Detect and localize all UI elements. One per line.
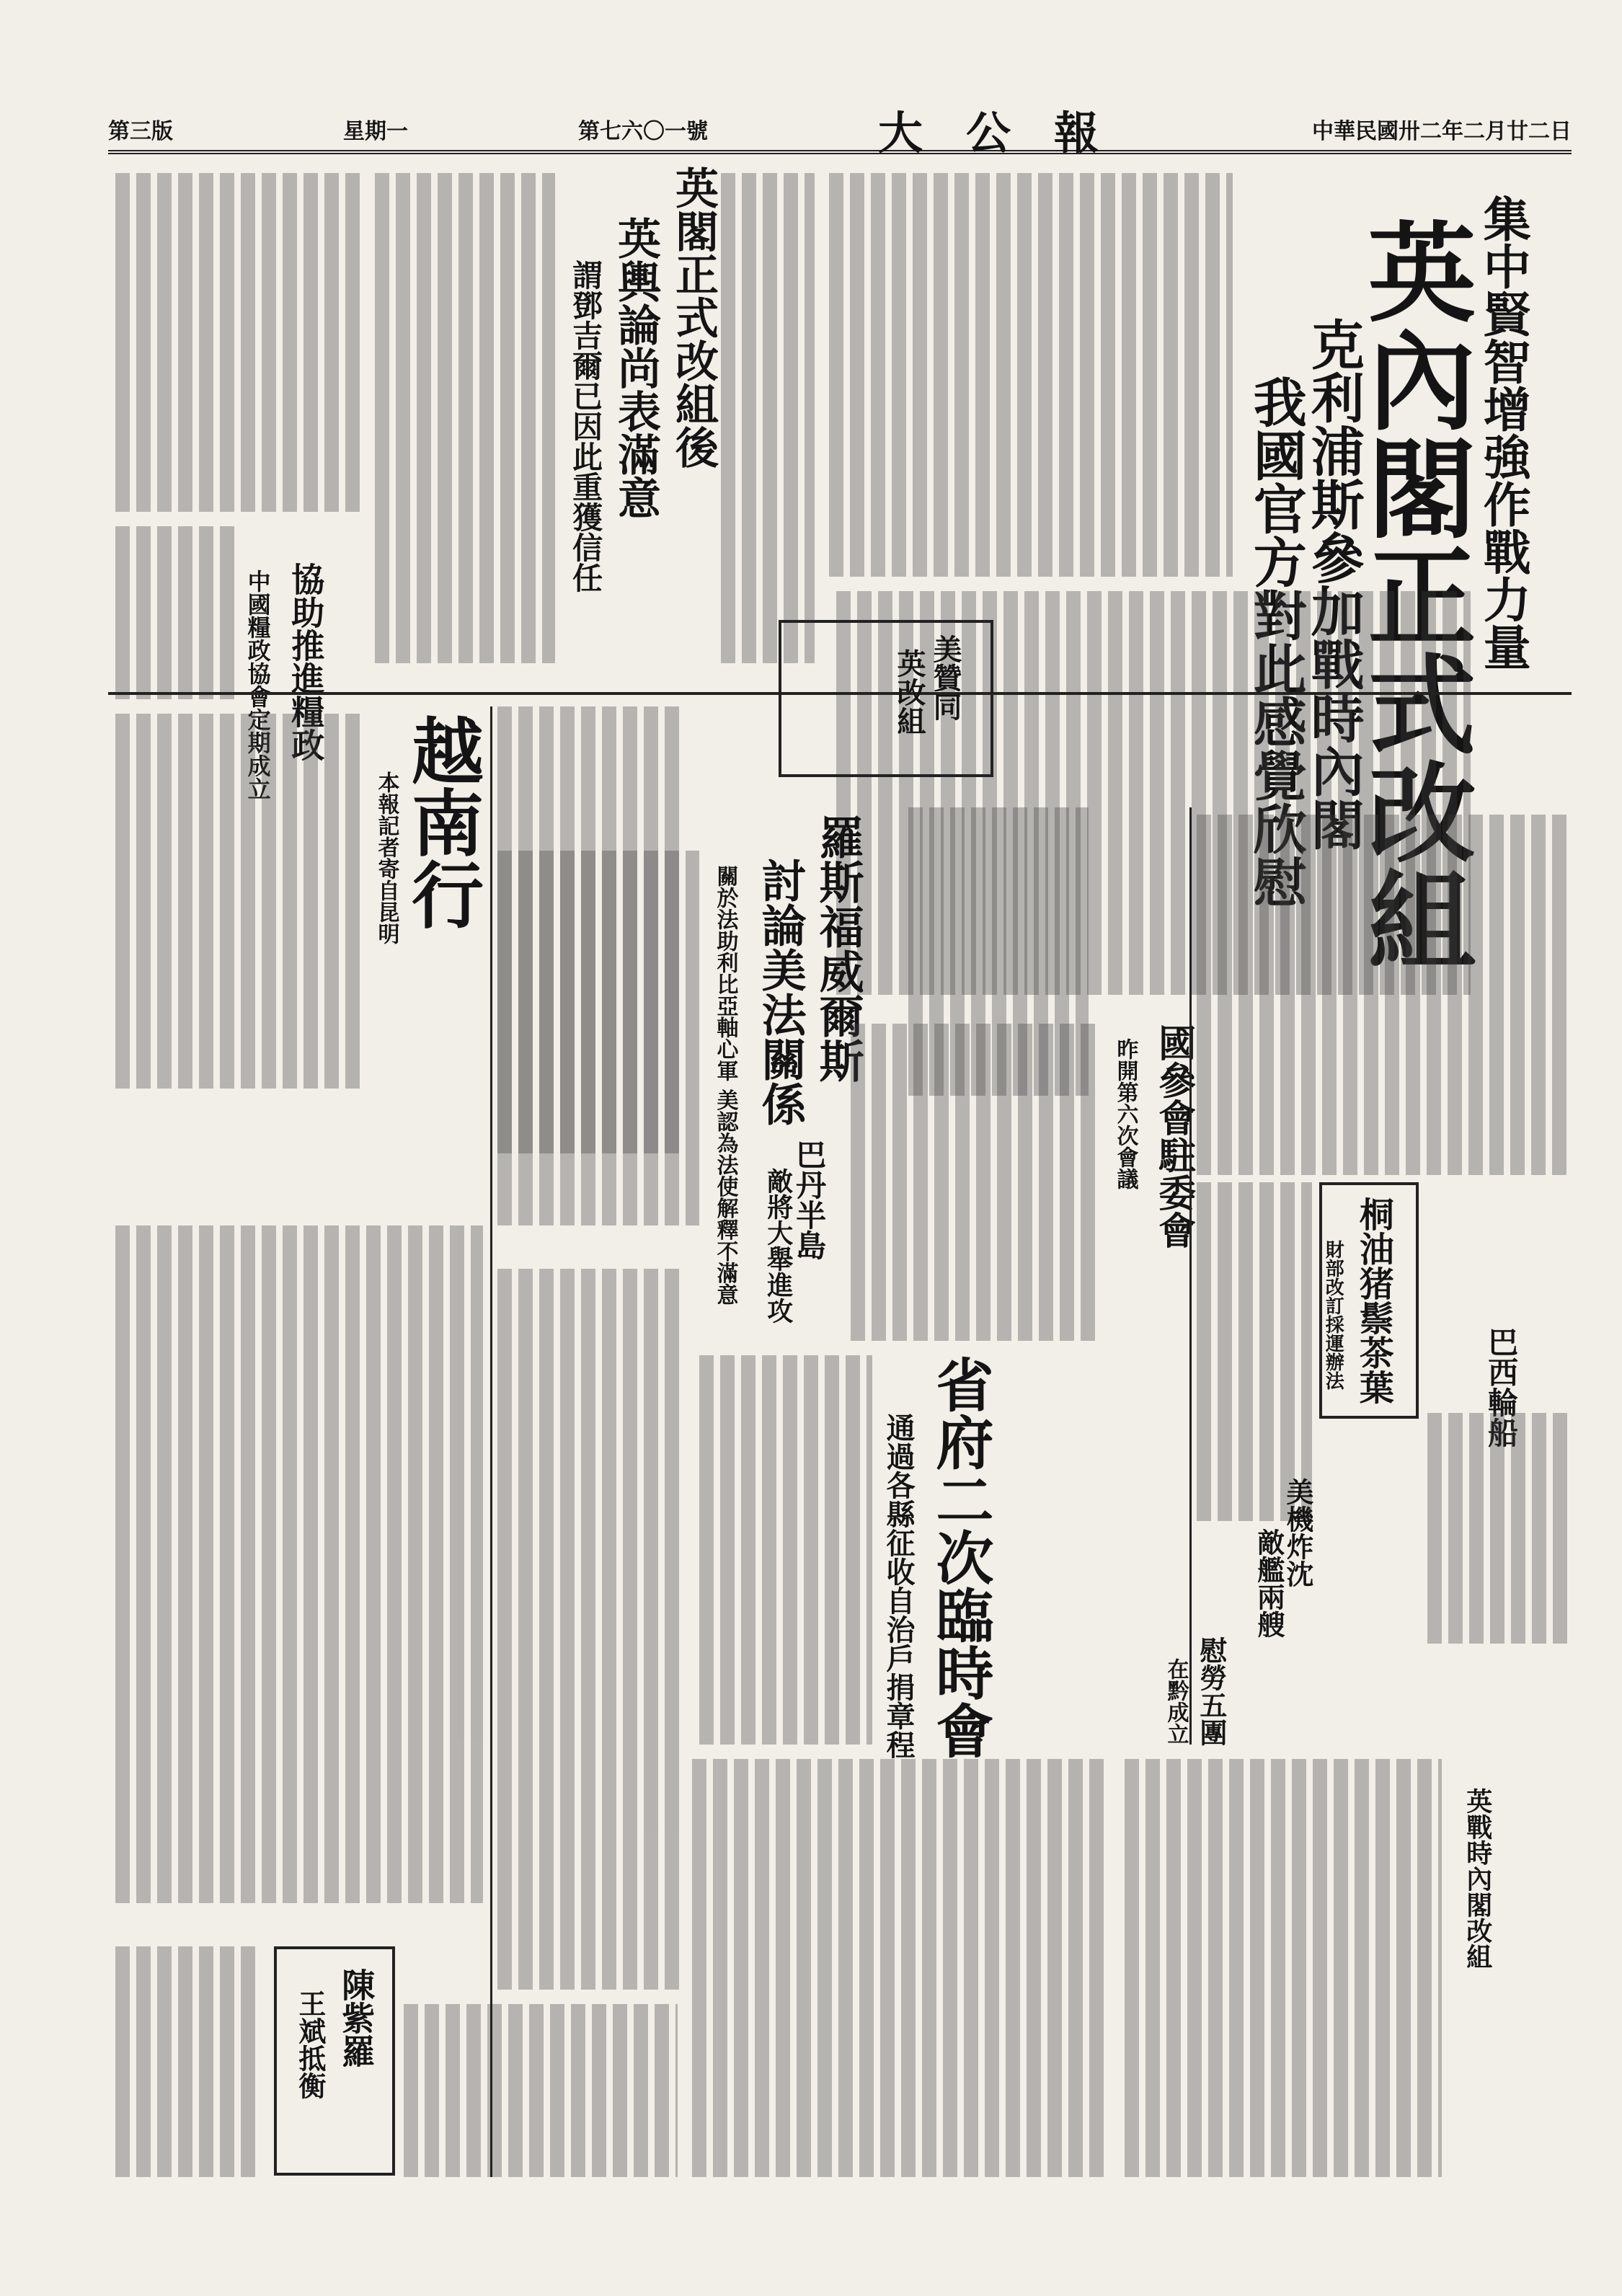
tung-oil-subhead: 財部改訂採運辦法 [1322,1240,1344,1390]
grain-article-body [115,526,238,699]
lower-left-body [115,1225,483,1903]
lead-kicker: 集中賢智增強作戰力量 [1475,195,1532,670]
weekday: 星期一 [342,119,408,144]
bottom-mid-body [404,2004,678,2177]
roosevelt-subhead: 討論美法關係 [754,858,807,1126]
chen-subhead: 王斌抵衡 [293,1990,327,2099]
us-approves-subhead: 英改組 [892,649,926,735]
provincial-headline: 省府二次臨時會 [926,1355,994,1759]
council-headline: 國參會駐委會 [1151,1024,1196,1249]
bataan-subhead: 巴丹半島 [792,1139,828,1260]
grain-deck: 中國糧政協會定期成立 [244,569,272,800]
vietnam-article-body [115,714,360,1089]
page-number: 第三版 [108,119,173,144]
bataan-headline: 敵將大舉進攻 [763,1168,794,1324]
second-subhead: 英輿論尚表滿意 [611,216,661,519]
lower-right-body [1125,1759,1442,2177]
consolation-headline: 慰勞五團 [1195,1636,1228,1746]
brazil-ship-body [1427,1413,1572,1644]
war-cabinet-headline: 英戰時內閣改組 [1462,1788,1493,1969]
lead-headline: 英內閣正式改組 [1349,216,1476,973]
column-rule [490,706,492,2177]
lower-middle-body [497,1269,685,1990]
us-planes-headline: 美機炸沈 [1281,1478,1314,1587]
publication-date: 中華民國卅二年二月廿二日 [1311,119,1572,144]
chen-box [274,1946,395,2176]
vietnam-headline: 越南行 [399,714,484,930]
tung-oil-article-body [1197,1182,1312,1521]
lower-center-body [692,1759,1110,2177]
lead-subhead-1: 克利浦斯參加戰時內閣 [1302,317,1365,851]
provincial-article-body [699,1355,872,1745]
lead-article-body [829,173,1233,577]
right-column-body [1197,815,1572,1175]
dateline [108,106,1572,159]
bottom-left-body [115,1946,260,2177]
vietnam-byline: 本報記者寄自昆明 [373,771,399,944]
second-article-body [375,173,555,663]
roosevelt-headline: 羅斯福威爾斯 [812,815,865,1083]
second-deck: 謂鄧吉爾已因此重獲信任 [568,260,604,593]
lead-subhead-2: 我國官方對此感覺欣慰 [1244,375,1307,908]
consolation-subhead: 在黔成立 [1163,1658,1189,1745]
brazil-ship-headline: 巴西輪船 [1484,1326,1520,1448]
second-article-body-cont [721,173,815,663]
provincial-subhead: 通過各縣征收自治戶捐章程 [882,1413,916,1759]
us-planes-subhead: 敵艦兩艘 [1252,1528,1285,1638]
grain-headline: 協助推進糧政 [286,562,326,761]
second-headline: 英閣正式改組後 [668,166,719,469]
masthead: 大公報 [877,106,1142,159]
roosevelt-article-body [497,851,699,1225]
left-column-body [115,173,360,512]
council-article-body [851,1024,1096,1341]
council-deck: 昨開第六次會議 [1112,1038,1138,1189]
tung-oil-headline: 桐油猪鬃茶葉 [1353,1197,1394,1404]
roosevelt-deck: 關於法助利比亞軸心軍 美認為法使解釋不滿意 [712,865,738,1306]
column-rule [1189,807,1192,1745]
chen-headline: 陳紫羅 [337,1968,376,2067]
issue-number: 第七六〇一號 [577,119,708,144]
us-approves-headline: 美贊同 [929,634,962,721]
